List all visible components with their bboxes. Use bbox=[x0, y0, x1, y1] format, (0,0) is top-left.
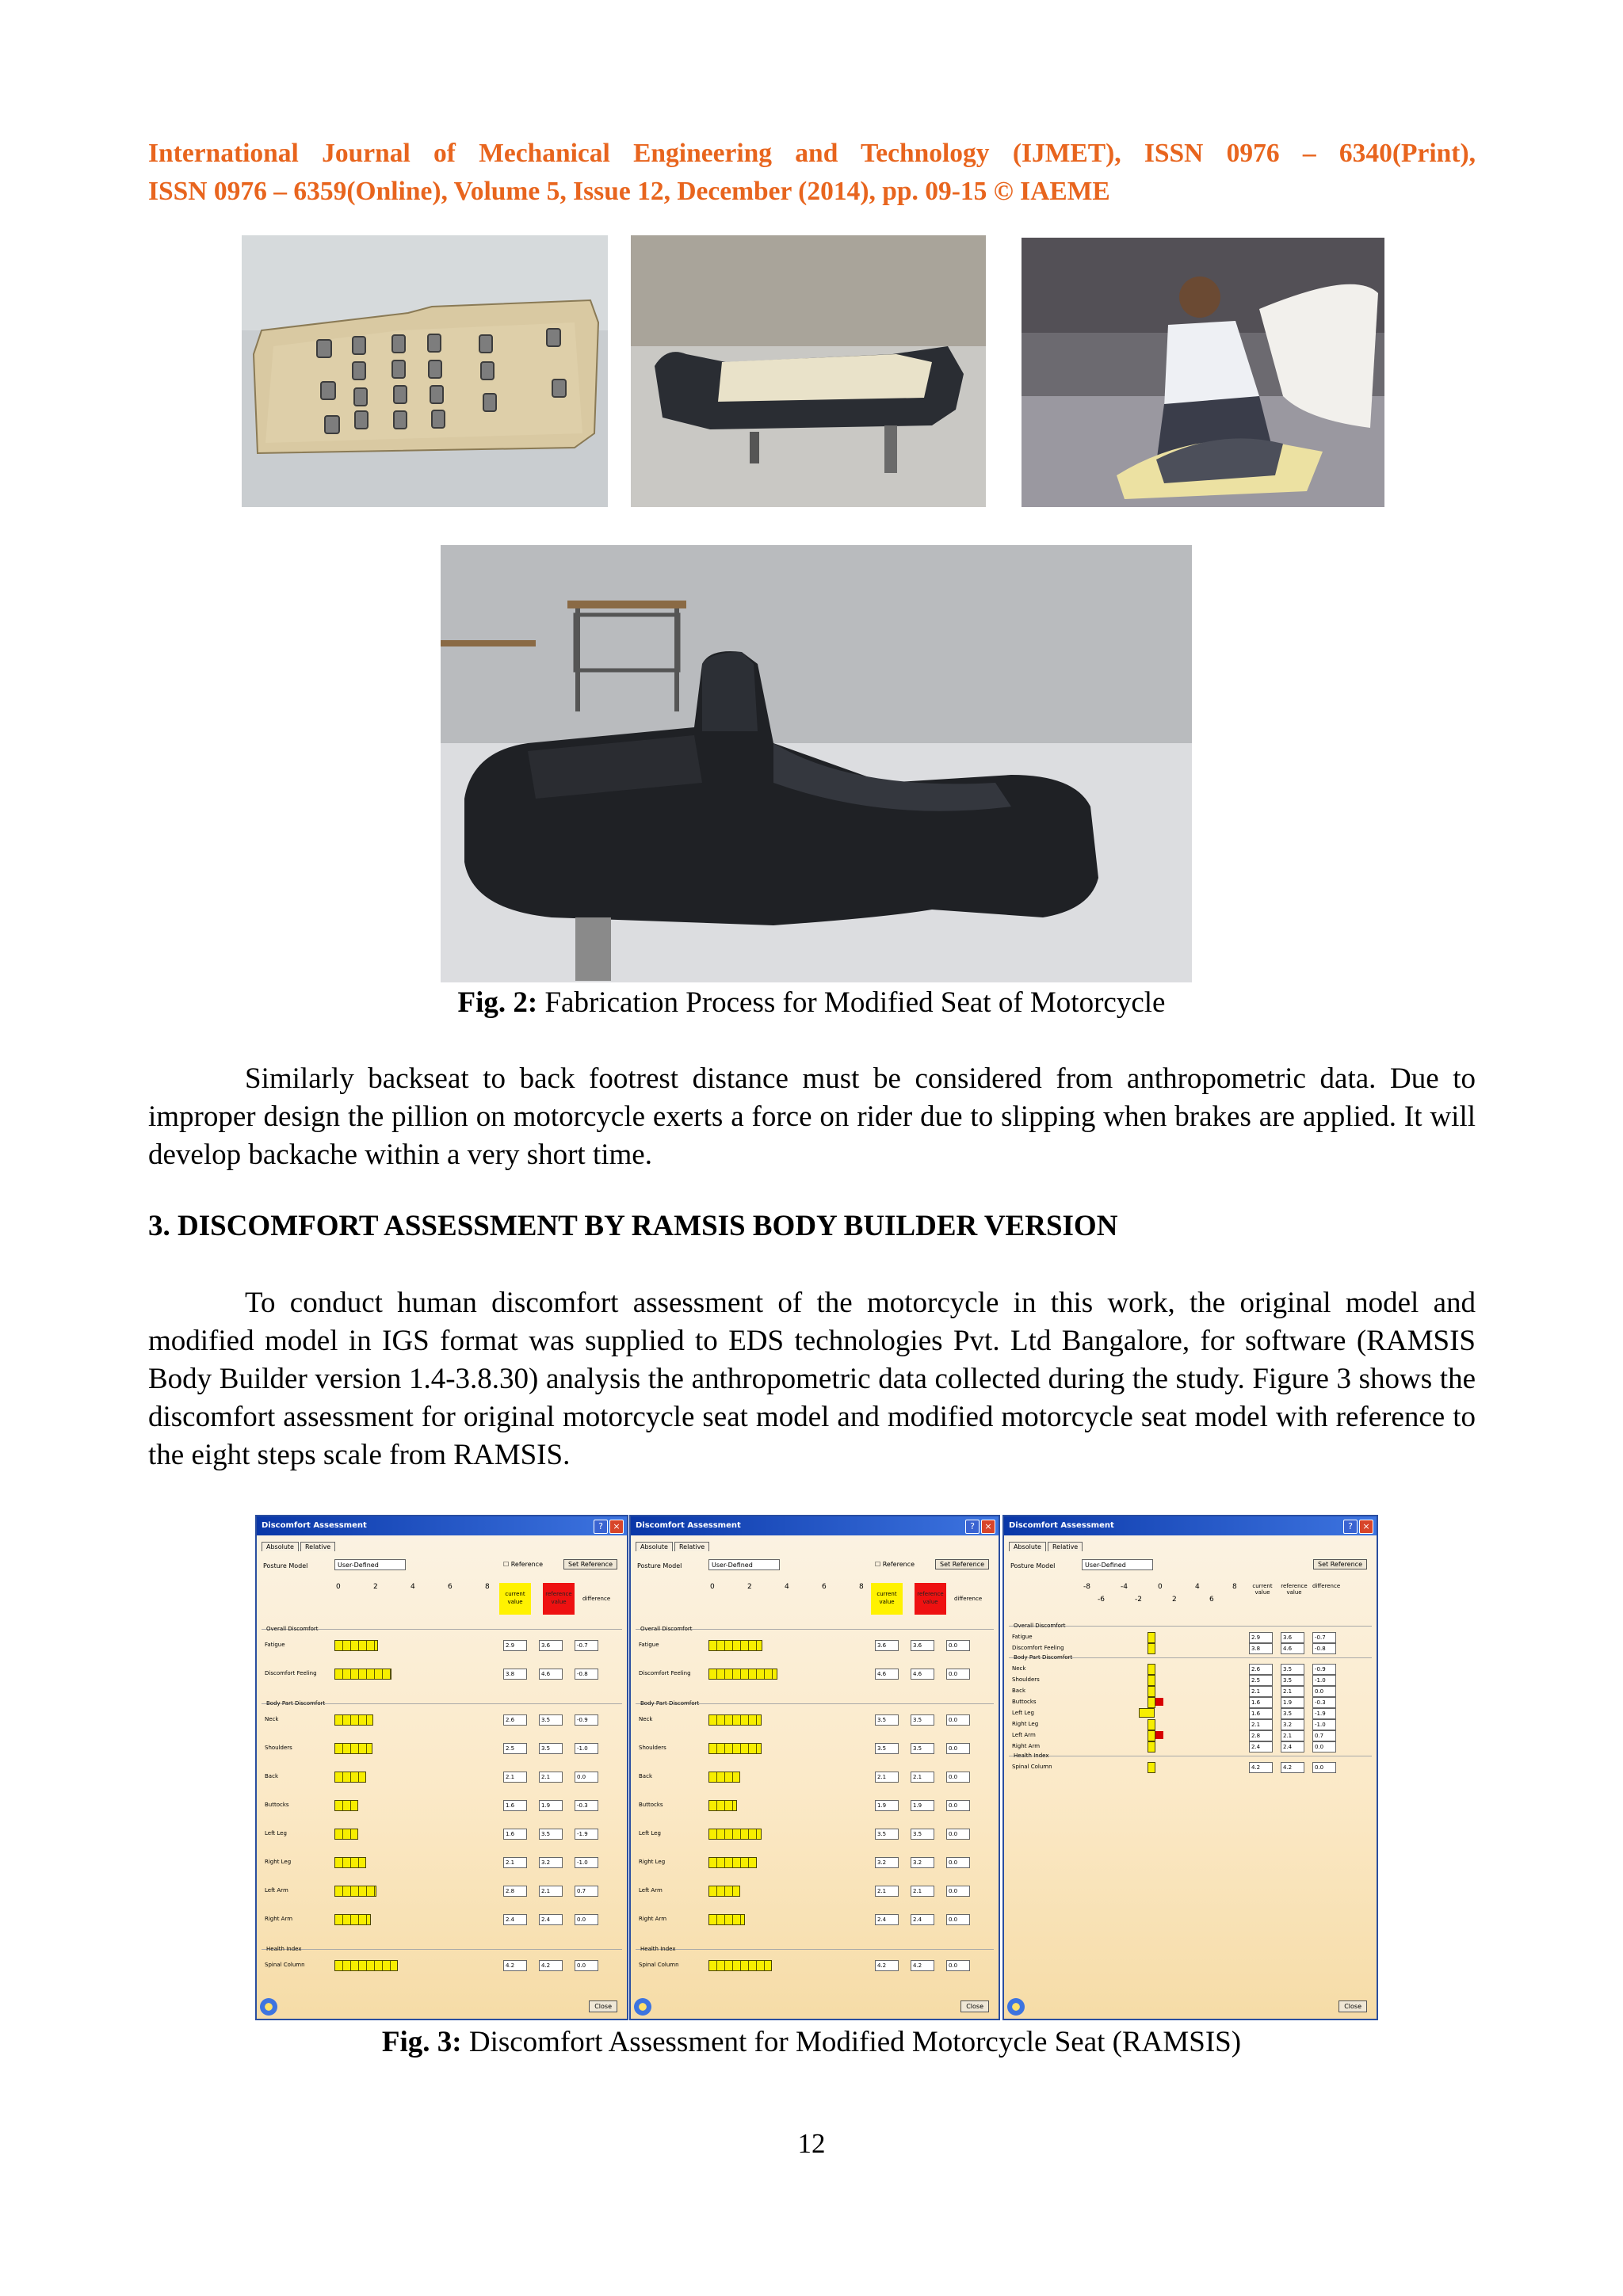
difference-field: -1.9 bbox=[1312, 1708, 1336, 1719]
difference-bar bbox=[1148, 1664, 1155, 1675]
assessment-row bbox=[257, 1914, 627, 1930]
reference-value-field: 2.1 bbox=[911, 1886, 934, 1897]
discomfort-bar bbox=[334, 1914, 371, 1925]
assessment-row bbox=[631, 1743, 999, 1759]
current-value-field: 3.5 bbox=[875, 1743, 899, 1754]
difference-field: 0.7 bbox=[1312, 1730, 1336, 1741]
discomfort-bar bbox=[708, 1857, 757, 1868]
reference-value-field: 1.9 bbox=[539, 1800, 563, 1811]
scale-tick: 0 bbox=[710, 1583, 715, 1591]
figure3-label: Fig. 3: bbox=[381, 2026, 462, 2058]
ramsis-logo-icon bbox=[634, 1998, 651, 2016]
current-value-chip: current value bbox=[499, 1583, 531, 1615]
difference-field: -0.7 bbox=[575, 1640, 598, 1651]
row-label: Neck bbox=[639, 1716, 653, 1722]
current-value-field: 2.1 bbox=[875, 1772, 899, 1783]
current-value-field: 4.2 bbox=[503, 1960, 527, 1971]
row-label: Right Arm bbox=[639, 1916, 667, 1922]
discomfort-bar bbox=[334, 1714, 373, 1726]
current-value-field: 2.1 bbox=[1249, 1686, 1273, 1697]
assessment-row bbox=[257, 1714, 627, 1730]
scale-tick: 6 bbox=[822, 1583, 827, 1591]
tab-absolute[interactable]: Absolute bbox=[1009, 1542, 1046, 1551]
scale-tick: 8 bbox=[485, 1583, 490, 1591]
difference-field: 0.0 bbox=[1312, 1741, 1336, 1753]
journal-header-line1: International Journal of Mechanical Engineering and Technology (IJMET), ISSN 0976 – 6340(Print), bbox=[148, 139, 1476, 168]
difference-field: 0.0 bbox=[946, 1914, 970, 1925]
reference-checkbox[interactable]: ☐ Reference bbox=[875, 1561, 915, 1568]
scale-tick: 6 bbox=[448, 1583, 453, 1591]
current-value-field: 4.2 bbox=[1249, 1762, 1273, 1773]
row-label: Buttocks bbox=[1012, 1699, 1037, 1705]
discomfort-bar bbox=[334, 1743, 372, 1754]
scale-tick: -6 bbox=[1098, 1596, 1105, 1604]
row-label: Neck bbox=[1012, 1665, 1026, 1672]
current-value-chip: current value bbox=[871, 1583, 903, 1615]
difference-field: -0.3 bbox=[575, 1800, 598, 1811]
scale-tick: 4 bbox=[785, 1583, 789, 1591]
discomfort-bar bbox=[708, 1960, 772, 1971]
difference-field: -1.0 bbox=[1312, 1675, 1336, 1686]
scale-tick: 8 bbox=[1232, 1583, 1237, 1591]
journal-header bbox=[148, 135, 1476, 211]
assessment-row bbox=[257, 1886, 627, 1901]
reference-value-field: 3.5 bbox=[539, 1829, 563, 1840]
row-label: Shoulders bbox=[265, 1745, 292, 1751]
current-value-field: 2.8 bbox=[1249, 1730, 1273, 1741]
difference-field: 0.0 bbox=[946, 1714, 970, 1726]
reference-value-field: 3.6 bbox=[911, 1640, 934, 1651]
assessment-row bbox=[631, 1857, 999, 1873]
row-label: Left Arm bbox=[265, 1887, 288, 1894]
tab-relative[interactable]: Relative bbox=[674, 1542, 709, 1551]
tab-absolute[interactable]: Absolute bbox=[636, 1542, 673, 1551]
paragraph-1-text: Similarly backseat to back footrest distance must be considered from anthropometric data. Due to improper design the pillion on motorcycle exerts a force on rider due to slipping when brakes are applied. It will develop backache within a very short time. bbox=[148, 1062, 1476, 1171]
current-value-field: 2.9 bbox=[503, 1640, 527, 1651]
scale-tick: 0 bbox=[336, 1583, 341, 1591]
assessment-row bbox=[257, 1640, 627, 1656]
assessment-row bbox=[631, 1886, 999, 1901]
scale-labels bbox=[336, 1583, 522, 1591]
current-value-field: 1.6 bbox=[1249, 1708, 1273, 1719]
ramsis-panel-original bbox=[255, 1515, 628, 2020]
discomfort-bar bbox=[708, 1669, 777, 1680]
reference-marker bbox=[1155, 1731, 1163, 1739]
scale-tick: 4 bbox=[1195, 1583, 1200, 1591]
reference-value-field: 4.6 bbox=[539, 1669, 563, 1680]
set-reference-button[interactable]: Set Reference bbox=[563, 1559, 617, 1569]
discomfort-bar bbox=[334, 1669, 391, 1680]
current-value-field: 3.2 bbox=[875, 1857, 899, 1868]
tab-bar bbox=[262, 1542, 337, 1551]
discomfort-bar bbox=[334, 1886, 376, 1897]
reference-value-field: 2.1 bbox=[539, 1886, 563, 1897]
difference-field: -0.8 bbox=[575, 1669, 598, 1680]
row-label: Fatigue bbox=[639, 1642, 659, 1648]
figure2-label: Fig. 2: bbox=[457, 986, 538, 1019]
reference-value-header: reference value bbox=[1281, 1583, 1308, 1596]
help-icon[interactable]: ? bbox=[965, 1520, 980, 1534]
row-label: Back bbox=[639, 1773, 652, 1779]
reference-value-field: 3.5 bbox=[1281, 1708, 1304, 1719]
reference-marker bbox=[1155, 1698, 1163, 1706]
ramsis-logo-icon bbox=[260, 1998, 277, 2016]
reference-value-field: 4.2 bbox=[911, 1960, 934, 1971]
reference-value-field: 2.4 bbox=[911, 1914, 934, 1925]
difference-bar bbox=[1148, 1632, 1155, 1643]
overall-discomfort-group: Overall Discomfort bbox=[1014, 1623, 1066, 1629]
assessment-row bbox=[631, 1960, 999, 1976]
discomfort-bar bbox=[334, 1829, 358, 1840]
paragraph-2-text: To conduct human discomfort assessment of the motorcycle in this work, the original model and modified model in IGS format was supplied to EDS technologies Pvt. Ltd Bangalore, for software (RAMSIS Body Builder version 1.4-3.8.30) analysis the anthropometric data collected during the study. Figure 3 shows the discomfort assessment for original motorcycle seat model and modified motorcycle seat model with reference to the eight steps scale from RAMSIS. bbox=[148, 1287, 1476, 1471]
scale-tick: -8 bbox=[1083, 1583, 1090, 1591]
current-value-field: 1.6 bbox=[503, 1800, 527, 1811]
row-label: Fatigue bbox=[265, 1642, 285, 1648]
row-label: Left Arm bbox=[1012, 1732, 1036, 1738]
current-value-field: 2.1 bbox=[503, 1857, 527, 1868]
reference-checkbox[interactable]: ☐ Reference bbox=[503, 1561, 543, 1568]
posture-model-label: Posture Model bbox=[263, 1562, 308, 1569]
difference-field: 0.7 bbox=[575, 1886, 598, 1897]
current-value-field: 1.6 bbox=[1249, 1697, 1273, 1708]
discomfort-bar bbox=[708, 1714, 762, 1726]
window-title: Discomfort Assessment bbox=[257, 1516, 627, 1535]
difference-field: -1.0 bbox=[575, 1857, 598, 1868]
reference-value-field: 3.5 bbox=[911, 1743, 934, 1754]
current-value-field: 2.1 bbox=[1249, 1719, 1273, 1730]
difference-bar bbox=[1139, 1708, 1155, 1718]
row-label: Right Arm bbox=[265, 1916, 293, 1922]
scale-tick: 8 bbox=[859, 1583, 864, 1591]
tab-bar bbox=[1009, 1542, 1084, 1551]
row-label: Left Leg bbox=[639, 1830, 661, 1836]
current-value-field: 3.8 bbox=[1249, 1643, 1273, 1654]
reference-value-field: 1.9 bbox=[1281, 1697, 1304, 1708]
assessment-row bbox=[631, 1829, 999, 1844]
difference-bar bbox=[1148, 1643, 1155, 1654]
row-label: Shoulders bbox=[639, 1745, 666, 1751]
close-icon[interactable]: × bbox=[609, 1520, 624, 1534]
assessment-row bbox=[631, 1669, 999, 1684]
reference-value-field: 4.2 bbox=[539, 1960, 563, 1971]
difference-bar bbox=[1148, 1762, 1155, 1773]
row-label: Spinal Column bbox=[639, 1962, 679, 1968]
assessment-row bbox=[631, 1800, 999, 1816]
scale-tick: 6 bbox=[1209, 1596, 1214, 1604]
reference-value-field: 4.6 bbox=[1281, 1643, 1304, 1654]
row-label: Discomfort Feeling bbox=[639, 1670, 691, 1676]
difference-field: -0.8 bbox=[1312, 1643, 1336, 1654]
discomfort-bar bbox=[708, 1743, 762, 1754]
ramsis-panel-modified bbox=[629, 1515, 1000, 2020]
discomfort-bar bbox=[708, 1800, 737, 1811]
discomfort-bar bbox=[708, 1914, 745, 1925]
row-label: Right Leg bbox=[1012, 1721, 1039, 1727]
reference-value-field: 3.2 bbox=[911, 1857, 934, 1868]
set-reference-button[interactable]: Set Reference bbox=[935, 1559, 989, 1569]
row-label: Back bbox=[265, 1773, 278, 1779]
current-value-header: current value bbox=[1252, 1583, 1273, 1596]
difference-field: 0.0 bbox=[946, 1886, 970, 1897]
difference-field: -0.9 bbox=[1312, 1664, 1336, 1675]
reference-value-field: 4.2 bbox=[1281, 1762, 1304, 1773]
assessment-row bbox=[257, 1743, 627, 1759]
current-value-field: 1.6 bbox=[503, 1829, 527, 1840]
tab-absolute[interactable]: Absolute bbox=[262, 1542, 299, 1551]
body-paragraph-2 bbox=[148, 1284, 1476, 1474]
row-label: Fatigue bbox=[1012, 1634, 1033, 1640]
reference-value-field: 2.4 bbox=[1281, 1741, 1304, 1753]
page-number: 12 bbox=[797, 2128, 826, 2159]
assessment-row bbox=[257, 1800, 627, 1816]
discomfort-bar bbox=[334, 1857, 366, 1868]
window-title: Discomfort Assessment bbox=[1004, 1516, 1377, 1535]
difference-bar bbox=[1148, 1741, 1155, 1753]
scale-tick: 0 bbox=[1158, 1583, 1163, 1591]
figure3-caption bbox=[0, 2025, 1623, 2059]
health-index-group: Health Index bbox=[1014, 1753, 1049, 1759]
reference-value-chip: reference value bbox=[915, 1583, 946, 1615]
tab-relative[interactable]: Relative bbox=[1048, 1542, 1083, 1551]
body-part-discomfort-group: Body Part Discomfort bbox=[266, 1700, 326, 1707]
difference-field: 0.0 bbox=[1312, 1686, 1336, 1697]
row-label: Buttocks bbox=[639, 1802, 663, 1808]
difference-bar bbox=[1148, 1675, 1155, 1686]
scale-labels bbox=[1083, 1583, 1270, 1591]
scale-labels bbox=[710, 1583, 896, 1591]
reference-value-field: 3.5 bbox=[539, 1714, 563, 1726]
difference-field: -0.3 bbox=[1312, 1697, 1336, 1708]
scale-tick: -2 bbox=[1135, 1596, 1142, 1604]
difference-field: 0.0 bbox=[946, 1960, 970, 1971]
row-label: Spinal Column bbox=[265, 1962, 305, 1968]
health-index-group: Health Index bbox=[266, 1946, 302, 1952]
posture-model-select[interactable]: User-Defined bbox=[1082, 1559, 1153, 1570]
assessment-row bbox=[1004, 1741, 1377, 1757]
difference-field: 0.0 bbox=[575, 1960, 598, 1971]
current-value-field: 2.8 bbox=[503, 1886, 527, 1897]
difference-header: difference bbox=[582, 1596, 611, 1602]
difference-field: -1.0 bbox=[575, 1743, 598, 1754]
difference-header: difference bbox=[954, 1596, 983, 1602]
current-value-field: 2.6 bbox=[503, 1714, 527, 1726]
difference-field: 0.0 bbox=[946, 1772, 970, 1783]
current-value-field: 2.1 bbox=[503, 1772, 527, 1783]
reference-value-field: 3.2 bbox=[1281, 1719, 1304, 1730]
difference-field: 0.0 bbox=[946, 1743, 970, 1754]
difference-bar bbox=[1148, 1697, 1155, 1708]
difference-bar bbox=[1148, 1686, 1155, 1697]
row-label: Right Leg bbox=[265, 1859, 292, 1865]
row-label: Right Leg bbox=[639, 1859, 666, 1865]
difference-field: 0.0 bbox=[946, 1857, 970, 1868]
help-icon[interactable]: ? bbox=[1343, 1520, 1358, 1534]
scale-labels-secondary bbox=[1098, 1596, 1247, 1604]
current-value-field: 2.5 bbox=[503, 1743, 527, 1754]
reference-value-field: 3.5 bbox=[539, 1743, 563, 1754]
current-value-field: 2.6 bbox=[1249, 1664, 1273, 1675]
reference-value-field: 3.5 bbox=[911, 1829, 934, 1840]
discomfort-bar bbox=[708, 1772, 740, 1783]
reference-value-field: 3.5 bbox=[911, 1714, 934, 1726]
difference-field: 0.0 bbox=[946, 1829, 970, 1840]
posture-model-label: Posture Model bbox=[637, 1562, 682, 1569]
current-value-field: 4.2 bbox=[875, 1960, 899, 1971]
row-label: Left Leg bbox=[1012, 1710, 1034, 1716]
row-label: Shoulders bbox=[1012, 1676, 1040, 1683]
window-title: Discomfort Assessment bbox=[631, 1516, 999, 1535]
row-label: Left Leg bbox=[265, 1830, 287, 1836]
reference-value-field: 2.1 bbox=[1281, 1730, 1304, 1741]
scale-tick: 2 bbox=[1172, 1596, 1177, 1604]
reference-value-field: 3.6 bbox=[539, 1640, 563, 1651]
assessment-row bbox=[631, 1640, 999, 1656]
photo-seat-frame-foam bbox=[631, 235, 986, 507]
group-divider bbox=[262, 1949, 622, 1950]
close-icon[interactable]: × bbox=[1359, 1520, 1373, 1534]
help-icon[interactable]: ? bbox=[594, 1520, 608, 1534]
reference-value-field: 2.1 bbox=[911, 1772, 934, 1783]
overall-discomfort-group: Overall Discomfort bbox=[640, 1626, 693, 1632]
row-label: Discomfort Feeling bbox=[1012, 1645, 1064, 1651]
row-label: Discomfort Feeling bbox=[265, 1670, 317, 1676]
current-value-field: 2.4 bbox=[875, 1914, 899, 1925]
current-value-field: 2.9 bbox=[1249, 1632, 1273, 1643]
difference-field: 0.0 bbox=[946, 1800, 970, 1811]
assessment-row bbox=[631, 1714, 999, 1730]
assessment-row bbox=[631, 1914, 999, 1930]
scale-tick: 2 bbox=[373, 1583, 378, 1591]
reference-value-field: 1.9 bbox=[911, 1800, 934, 1811]
close-icon[interactable]: × bbox=[981, 1520, 995, 1534]
journal-header-line2: ISSN 0976 – 6359(Online), Volume 5, Issue 12, December (2014), pp. 09-15 © IAEME bbox=[148, 177, 1110, 206]
current-value-field: 1.9 bbox=[875, 1800, 899, 1811]
discomfort-bar bbox=[334, 1640, 378, 1651]
overall-discomfort-group: Overall Discomfort bbox=[266, 1626, 319, 1632]
reference-value-field: 3.5 bbox=[1281, 1675, 1304, 1686]
current-value-field: 2.4 bbox=[1249, 1741, 1273, 1753]
ramsis-panel-relative bbox=[1002, 1515, 1378, 2020]
set-reference-button[interactable]: Set Reference bbox=[1313, 1559, 1367, 1569]
reference-value-field: 3.6 bbox=[1281, 1632, 1304, 1643]
scale-tick: -4 bbox=[1121, 1583, 1128, 1591]
difference-field: 0.0 bbox=[946, 1669, 970, 1680]
ramsis-logo-icon bbox=[1007, 1998, 1025, 2016]
tab-bar bbox=[636, 1542, 711, 1551]
body-part-discomfort-group: Body Part Discomfort bbox=[640, 1700, 700, 1707]
assessment-row bbox=[257, 1772, 627, 1787]
current-value-field: 3.5 bbox=[875, 1829, 899, 1840]
figure2-caption bbox=[0, 986, 1623, 1020]
assessment-row bbox=[257, 1857, 627, 1873]
reference-value-field: 2.1 bbox=[1281, 1686, 1304, 1697]
figure2-caption-text: Fabrication Process for Modified Seat of Motorcycle bbox=[544, 986, 1166, 1019]
discomfort-bar bbox=[708, 1829, 762, 1840]
difference-field: -0.9 bbox=[575, 1714, 598, 1726]
reference-value-field: 2.4 bbox=[539, 1914, 563, 1925]
close-button[interactable]: Close bbox=[960, 2000, 989, 2012]
assessment-row bbox=[257, 1960, 627, 1976]
reference-value-field: 2.1 bbox=[539, 1772, 563, 1783]
row-label: Back bbox=[1012, 1688, 1025, 1694]
posture-model-select[interactable]: User-Defined bbox=[334, 1559, 406, 1570]
discomfort-bar bbox=[334, 1960, 398, 1971]
close-button[interactable]: Close bbox=[1338, 2000, 1367, 2012]
reference-value-field: 3.5 bbox=[1281, 1664, 1304, 1675]
tab-relative[interactable]: Relative bbox=[300, 1542, 335, 1551]
difference-bar bbox=[1148, 1730, 1155, 1741]
health-index-group: Health Index bbox=[640, 1946, 676, 1952]
assessment-row bbox=[1004, 1762, 1377, 1778]
current-value-field: 2.4 bbox=[503, 1914, 527, 1925]
assessment-row bbox=[631, 1772, 999, 1787]
row-label: Spinal Column bbox=[1012, 1764, 1052, 1770]
figure3-caption-text: Discomfort Assessment for Modified Motorcycle Seat (RAMSIS) bbox=[468, 2026, 1242, 2058]
row-label: Neck bbox=[265, 1716, 279, 1722]
difference-bar bbox=[1148, 1719, 1155, 1730]
current-value-field: 2.1 bbox=[875, 1886, 899, 1897]
current-value-field: 3.8 bbox=[503, 1669, 527, 1680]
posture-model-label: Posture Model bbox=[1010, 1562, 1056, 1569]
row-label: Right Arm bbox=[1012, 1743, 1041, 1749]
row-label: Left Arm bbox=[639, 1887, 663, 1894]
photo-worker-upholstery bbox=[1022, 238, 1384, 507]
difference-header: difference bbox=[1312, 1583, 1341, 1589]
discomfort-bar bbox=[334, 1800, 358, 1811]
difference-field: 0.0 bbox=[575, 1914, 598, 1925]
assessment-row bbox=[257, 1669, 627, 1684]
current-value-field: 4.6 bbox=[875, 1669, 899, 1680]
difference-field: 0.0 bbox=[1312, 1762, 1336, 1773]
current-value-field: 3.6 bbox=[875, 1640, 899, 1651]
difference-field: -1.9 bbox=[575, 1829, 598, 1840]
discomfort-bar bbox=[334, 1772, 366, 1783]
body-part-discomfort-group: Body Part Discomfort bbox=[1014, 1654, 1073, 1661]
group-divider bbox=[636, 1949, 994, 1950]
scale-tick: 2 bbox=[747, 1583, 752, 1591]
reference-value-field: 3.2 bbox=[539, 1857, 563, 1868]
difference-field: -1.0 bbox=[1312, 1719, 1336, 1730]
close-button[interactable]: Close bbox=[589, 2000, 617, 2012]
row-label: Buttocks bbox=[265, 1802, 289, 1808]
reference-value-chip: reference value bbox=[543, 1583, 575, 1615]
difference-field: 0.0 bbox=[575, 1772, 598, 1783]
photo-finished-motorcycle-seat bbox=[441, 545, 1192, 982]
reference-value-field: 4.6 bbox=[911, 1669, 934, 1680]
body-paragraph-1 bbox=[148, 1060, 1476, 1174]
current-value-field: 2.5 bbox=[1249, 1675, 1273, 1686]
difference-field: -0.7 bbox=[1312, 1632, 1336, 1643]
discomfort-bar bbox=[708, 1886, 740, 1897]
scale-tick: 4 bbox=[411, 1583, 415, 1591]
assessment-row bbox=[257, 1829, 627, 1844]
section-heading: 3. DISCOMFORT ASSESSMENT BY RAMSIS BODY BUILDER VERSION bbox=[148, 1210, 1118, 1242]
photo-spring-base-plate bbox=[242, 235, 608, 507]
posture-model-select[interactable]: User-Defined bbox=[708, 1559, 780, 1570]
difference-field: 0.0 bbox=[946, 1640, 970, 1651]
current-value-field: 3.5 bbox=[875, 1714, 899, 1726]
discomfort-bar bbox=[708, 1640, 762, 1651]
